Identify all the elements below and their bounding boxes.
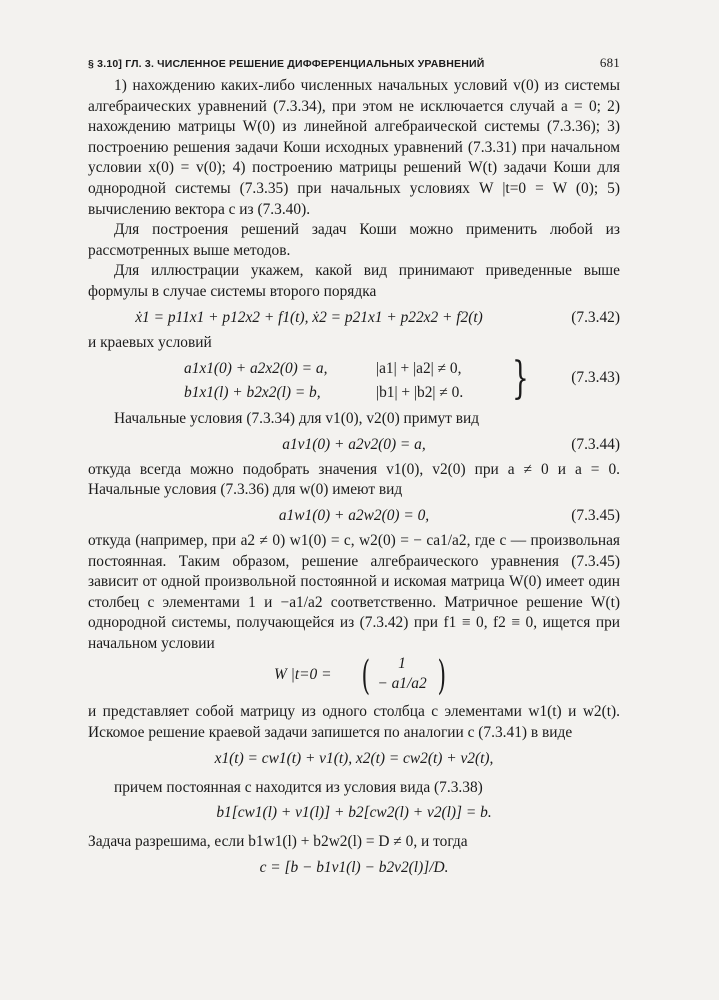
equation-conditions	[376, 357, 463, 405]
equation-final: c = [b − b1v1(l) − b2v2(l)]/D.	[259, 858, 449, 876]
paragraph-constant: причем постоянная c находится из условия вида (7.3.38)	[114, 778, 483, 796]
equation-tag: (7.3.43)	[571, 369, 620, 387]
paragraph-initial: Начальные условия (7.3.34) для v1(0), v2(0) примут вид	[114, 410, 480, 428]
paragraph-methods: Для построения решений задач Коши можно применить любой из рассмотренных выше методов.	[88, 221, 620, 259]
header-title	[88, 58, 485, 70]
equation-condition: b1[cw1(l) + v1(l)] + b2[cw2(l) + v2(l)] = b.	[216, 804, 492, 822]
paragraph-choice: откуда всегда можно подобрать значения v1(0), v2(0) при a ≠ 0 и a = 0. Начальные условия (7.3.36) для w(0) имеют вид	[88, 460, 620, 499]
right-paren: )	[437, 653, 447, 700]
condition-1: |a1| + |a2| ≠ 0,	[376, 360, 462, 378]
chapter-title: ГЛ. 3. ЧИСЛЕННОЕ РЕШЕНИЕ ДИФФЕРЕНЦИАЛЬНЫХ УРАВНЕНИЙ	[125, 58, 485, 70]
equation-7-3-43	[88, 353, 620, 409]
matrix-top: 1	[398, 655, 406, 673]
equation-tag: (7.3.45)	[571, 506, 620, 524]
matrix-equation	[88, 654, 620, 702]
matrix-lhs: W |t=0 =	[274, 666, 332, 684]
page-number: 681	[599, 55, 620, 70]
condition-2: |b1| + |b2| ≠ 0.	[376, 384, 464, 402]
equation-body: a1v1(0) + a2v2(0) = a,	[282, 435, 426, 453]
equation-lines	[184, 357, 327, 405]
matrix-column	[366, 654, 438, 694]
paragraph-represents: и представляет собой матрицу из одного столбца с элементами w1(t) и w2(t). Искомое решение краевой задачи запишется по аналогии с (7.3.41) в виде	[88, 703, 620, 742]
paragraph-arbitrary: откуда (например, при a2 ≠ 0) w1(0) = c, w2(0) = − ca1/a2, где c — произвольная постоянная. Таким образом, решение алгебраического уравнения (7.3.45) зависит от одной произвольной постоянной и искомая матрица W(0) имеет один столбец с элементами 1 и −a1/a2 соответственно. Матричное решение W(t) однородной системы, получающейся из (7.3.42) при f1 ≡ 0, f2 ≡ 0, ищется при начальном условии	[88, 531, 620, 652]
paragraph-steps: 1) нахождению каких-либо численных начальных условий v(0) из системы алгебраических уравнений (7.3.34), при этом не исключается случай a = 0; 2) нахождению матрицы W(0) из линейной алгебраической системы (7.3.36); 3) построению решения задачи Коши исходных уравнений (7.3.31) при начальном условии x(0) = v(0); 4) построению матрицы решений W(t) задачи Коши для однородной системы (7.3.35) при начальных условиях W |t=0 = W (0); 5) вычислению вектора c из (7.3.40).	[88, 77, 620, 218]
equation-tag: (7.3.44)	[571, 435, 620, 453]
running-header	[88, 54, 620, 76]
book-page	[88, 54, 620, 887]
equation-tag: (7.3.42)	[571, 308, 620, 326]
section-mark: § 3.10]	[88, 58, 123, 70]
right-brace: }	[512, 353, 529, 405]
paragraph-illustration: Для иллюстрации укажем, какой вид принимают приведенные выше формулы в случае системы второго порядка	[88, 262, 620, 300]
equation-solution: x1(t) = cw1(t) + v1(t), x2(t) = cw2(t) + v2(t),	[214, 749, 494, 767]
equation-body: ẋ1 = p11x1 + p12x2 + f1(t), ẋ2 = p21x1 + p22x2 + f2(t)	[135, 308, 483, 326]
paragraph-solvable: Задача разрешима, если b1w1(l) + b2w2(l) = D ≠ 0, и тогда	[88, 833, 468, 851]
left-paren: (	[361, 653, 371, 700]
boundary-line-1: a1x1(0) + a2x2(0) = a,	[184, 360, 328, 378]
equation-7-3-45	[88, 501, 620, 531]
equation-7-3-44	[88, 430, 620, 460]
paragraph-boundary: и краевых условий	[88, 333, 212, 351]
equation-body: a1w1(0) + a2w2(0) = 0,	[278, 506, 430, 524]
equation-7-3-42	[88, 303, 620, 333]
matrix-bottom: − a1/a2	[377, 675, 427, 693]
boundary-line-2: b1x1(l) + b2x2(l) = b,	[184, 384, 321, 402]
